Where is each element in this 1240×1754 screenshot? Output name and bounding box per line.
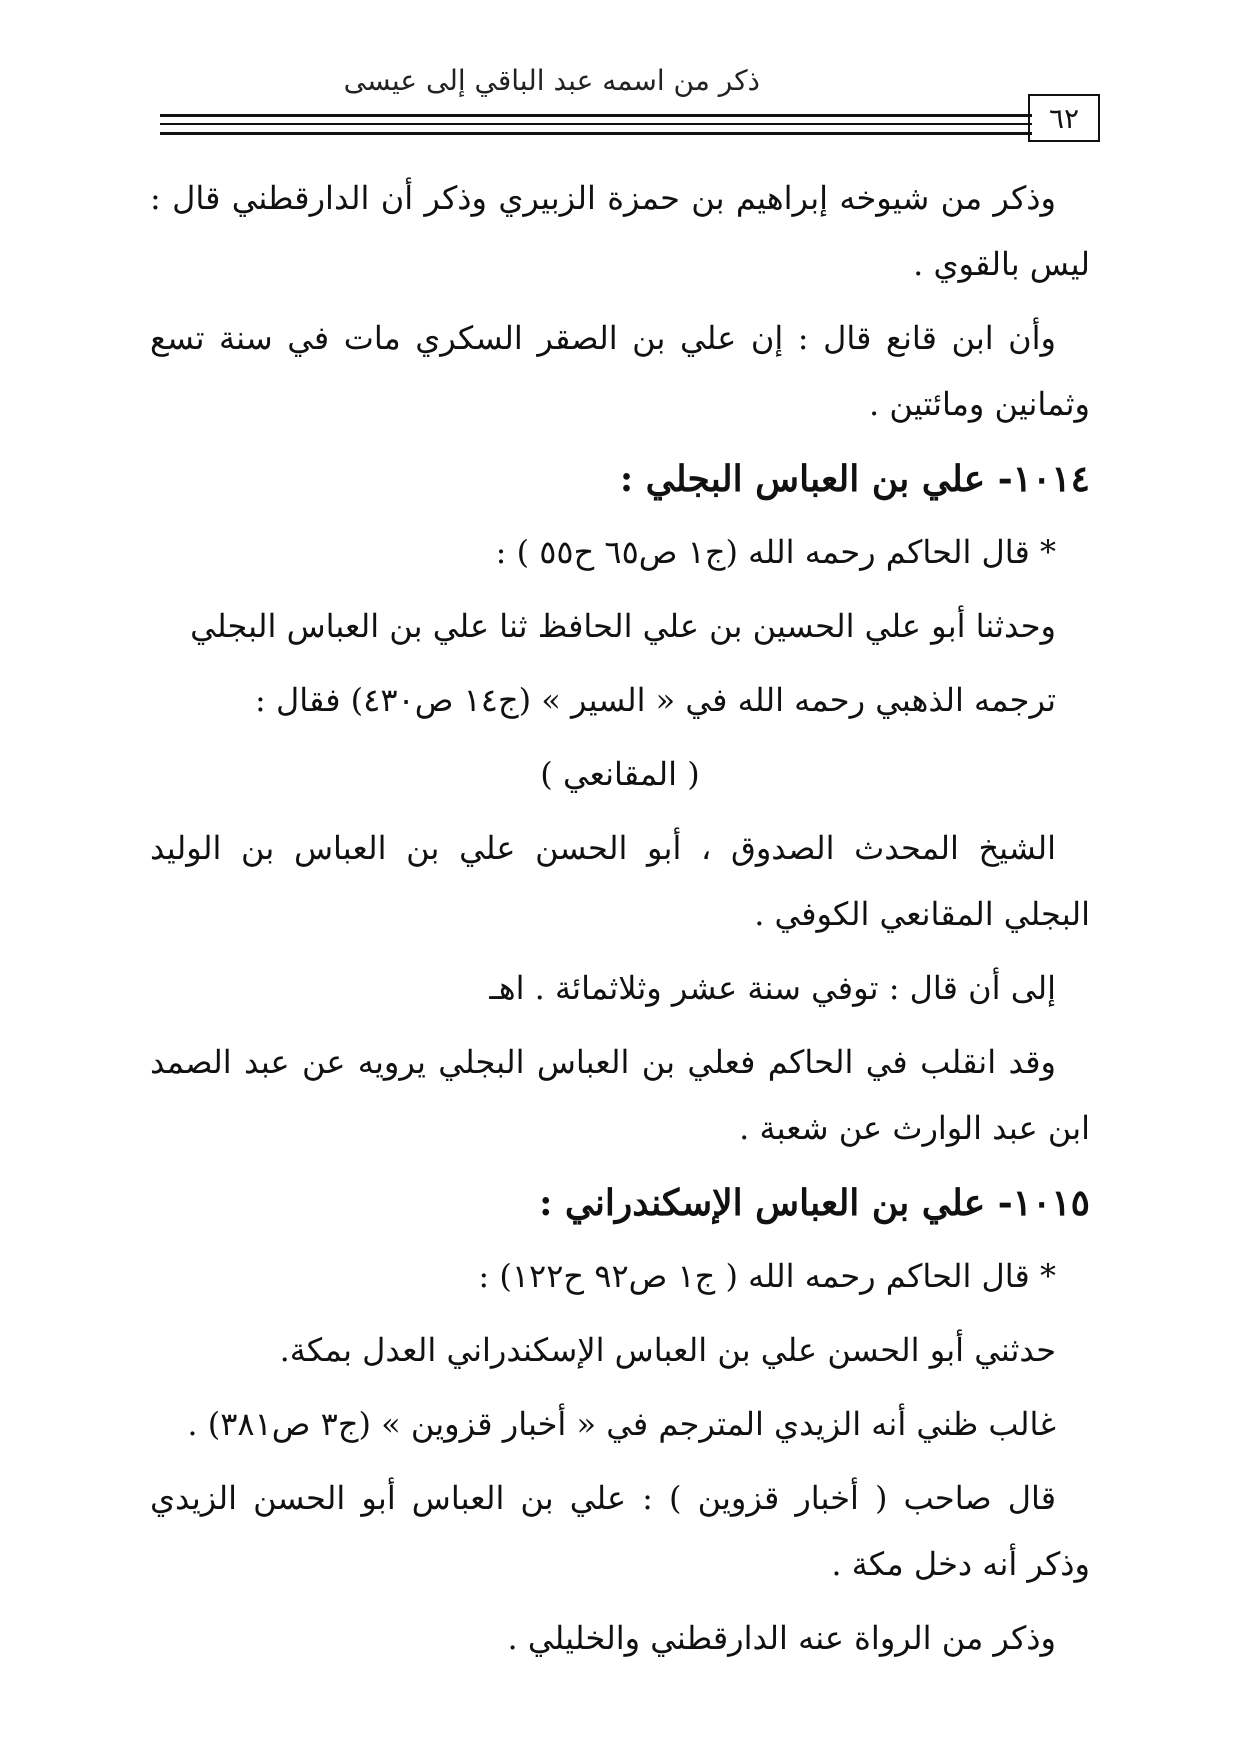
header-rule: [160, 132, 1032, 135]
commentary-paragraph: وقد انقلب في الحاكم فعلي بن العباس البجلي يرويه عن عبد الصمد ابن عبد الوارث عن شعبة .: [150, 1043, 1090, 1147]
narration-line: حدثني أبو الحسن علي بن العباس الإسكندراني العدل بمكة.: [279, 1331, 1056, 1369]
commentary-paragraph: قال صاحب ( أخبار قزوين ) : علي بن العباس أبو الحسن الزيدي وذكر أنه دخل مكة .: [150, 1479, 1090, 1583]
paragraph: وذكر من شيوخه إبراهيم بن حمزة الزبيري وذكر أن الدارقطني قال : ليس بالقوي .: [150, 179, 1090, 283]
narration-line: ترجمه الذهبي رحمه الله في « السير » (ج١٤ ص٤٣٠) فقال :: [255, 681, 1056, 719]
entry-heading: ١٠١٥- علي بن العباس الإسكندراني :: [539, 1182, 1090, 1224]
death-note: إلى أن قال : توفي سنة عشر وثلاثمائة . اهـ: [489, 969, 1056, 1007]
page-header: [160, 60, 1100, 150]
biography-paragraph: الشيخ المحدث الصدوق ، أبو الحسن علي بن العباس بن الوليد البجلي المقانعي الكوفي .: [150, 829, 1090, 933]
narration-line: وذكر من الرواة عنه الدارقطني والخليلي .: [507, 1619, 1056, 1657]
header-rule: [160, 123, 1032, 125]
hakim-quote: * قال الحاكم رحمه الله ( ج١ ص٩٢ ح١٢٢) :: [478, 1257, 1056, 1295]
narration-line: وحدثنا أبو علي الحسين بن علي الحافظ ثنا علي بن العباس البجلي: [190, 607, 1056, 645]
page-body: [150, 165, 1090, 1679]
nisba-label: ( المقانعي ): [540, 755, 700, 793]
running-title: ذكر من اسمه عبد الباقي إلى عيسى: [343, 64, 760, 97]
narration-line: غالب ظني أنه الزيدي المترجم في « أخبار قزوين » (ج٣ ص٣٨١) .: [187, 1405, 1056, 1443]
header-rule: [160, 114, 1032, 117]
entry-heading: ١٠١٤- علي بن العباس البجلي :: [619, 458, 1090, 500]
hakim-quote: * قال الحاكم رحمه الله (ج١ ص٦٥ ح٥٥ ) :: [495, 533, 1056, 571]
paragraph: وأن ابن قانع قال : إن علي بن الصقر السكري مات في سنة تسع وثمانين ومائتين .: [150, 319, 1090, 423]
page-number-box: ٦٢: [1028, 94, 1100, 142]
